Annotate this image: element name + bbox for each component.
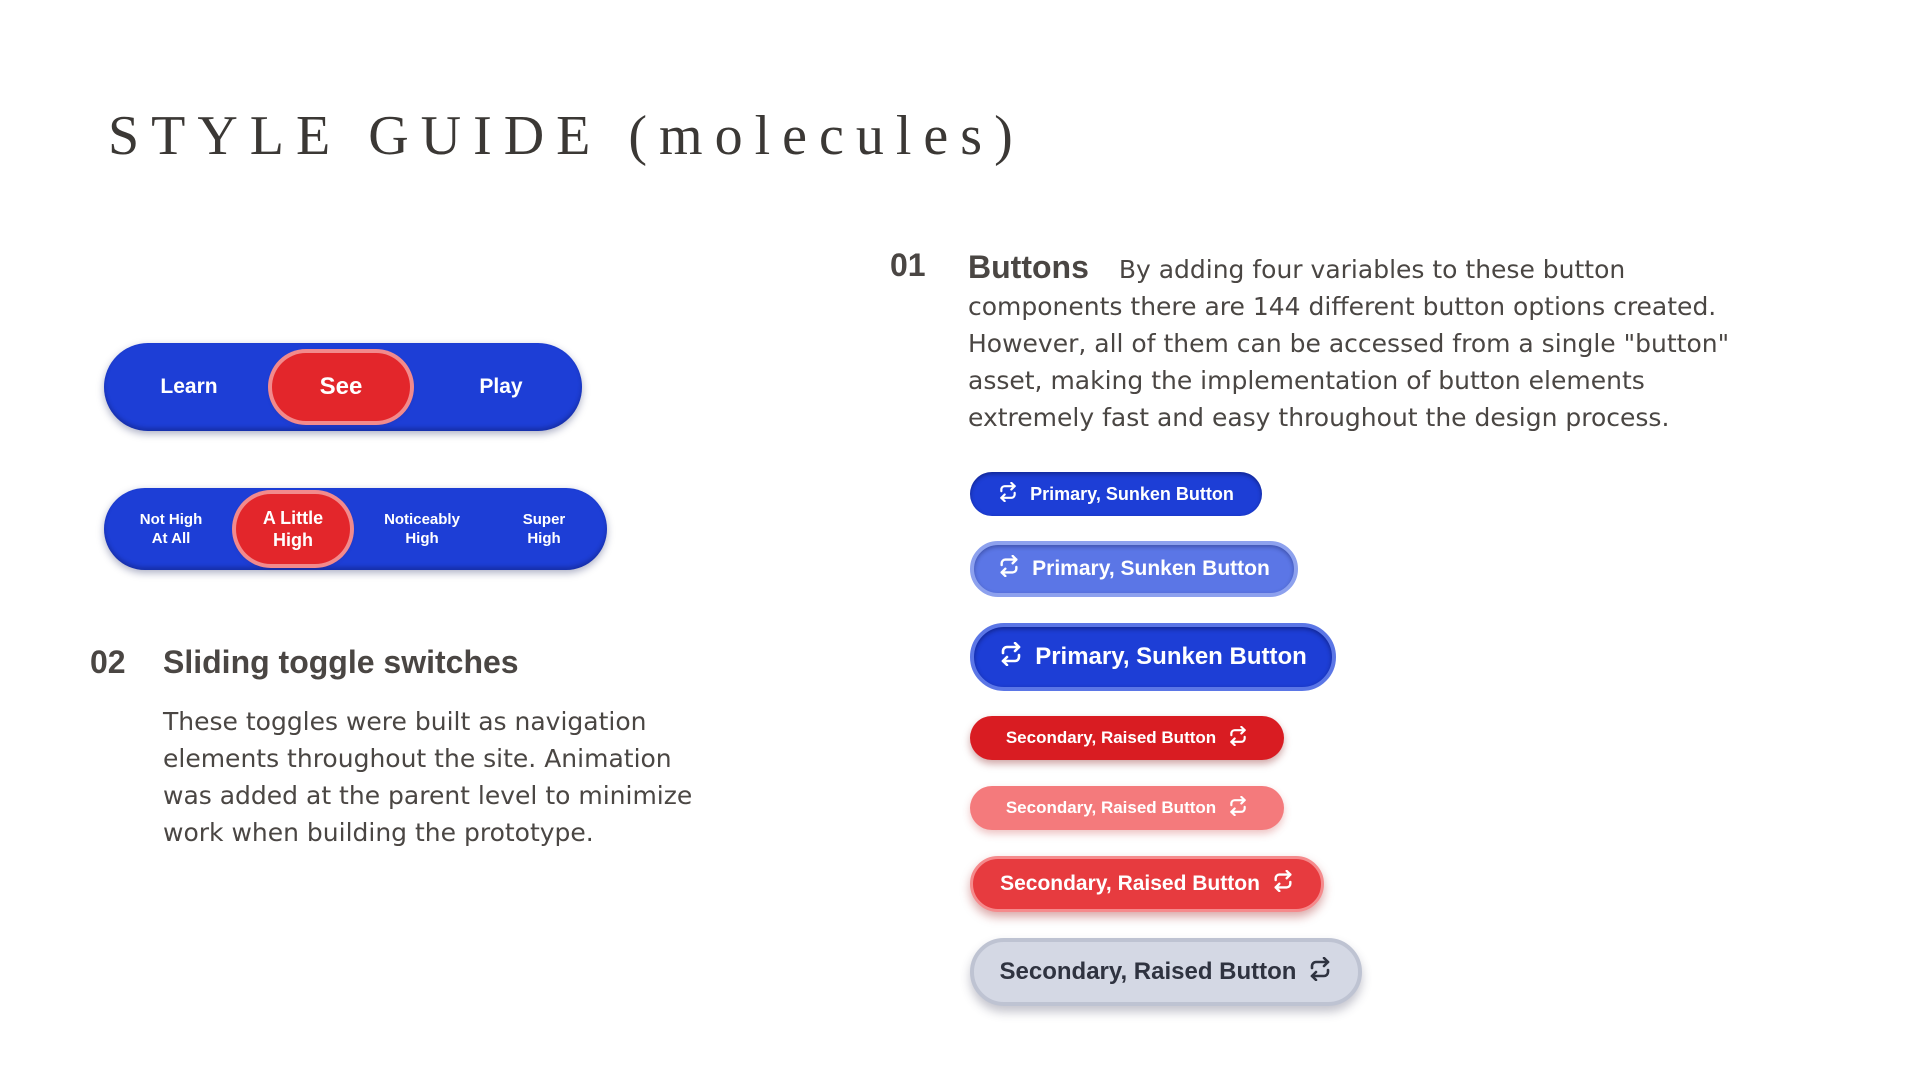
button-label: Primary, Sunken Button — [1035, 643, 1307, 670]
primary-sunken-button-small[interactable] — [970, 472, 1262, 516]
button-label: Primary, Sunken Button — [1032, 557, 1270, 580]
refresh-icon — [1228, 726, 1248, 751]
section-number-02: 02 — [90, 644, 126, 680]
refresh-icon — [1272, 870, 1294, 898]
refresh-icon — [1228, 796, 1248, 821]
primary-sunken-button-large[interactable] — [970, 623, 1336, 691]
secondary-raised-button-medium[interactable] — [970, 856, 1324, 912]
refresh-icon — [999, 642, 1023, 673]
toggle-option-learn[interactable]: Learn — [160, 375, 218, 398]
toggle-option-a-little-high[interactable]: A Little High — [236, 494, 350, 564]
refresh-icon — [998, 482, 1018, 507]
refresh-icon — [998, 555, 1020, 583]
buttons-section-text — [968, 249, 1768, 436]
toggle-option-not-high[interactable]: Not High At All — [139, 511, 203, 547]
secondary-raised-button-small[interactable] — [970, 716, 1284, 760]
toggle-switch-learn-see-play[interactable] — [104, 343, 582, 431]
section-title-buttons: Buttons — [968, 249, 1089, 285]
toggle-option-see[interactable]: See — [272, 353, 410, 421]
secondary-raised-button-disabled[interactable] — [970, 786, 1284, 830]
section-number-01: 01 — [890, 247, 926, 283]
button-label: Primary, Sunken Button — [1030, 483, 1234, 504]
toggle-option-super-high[interactable]: Super High — [522, 511, 566, 547]
toggle-option-noticeably-high[interactable]: Noticeably High — [384, 511, 460, 547]
toggle-option-play[interactable]: Play — [479, 375, 523, 398]
section-title-toggles: Sliding toggle switches — [163, 644, 519, 680]
button-label: Secondary, Raised Button — [1005, 798, 1217, 817]
button-label: Secondary, Raised Button — [1000, 872, 1260, 895]
button-label: Secondary, Raised Button — [999, 958, 1297, 985]
section-description-toggles: These toggles were built as navigation elements throughout the site. Animation was added at the parent level to minimize work when building the prototype. — [163, 707, 693, 847]
button-label: Secondary, Raised Button — [1005, 728, 1217, 747]
refresh-icon — [1308, 957, 1332, 988]
toggle-switch-high-levels[interactable] — [104, 488, 607, 570]
page-title: STYLE GUIDE (molecules) — [108, 105, 1025, 167]
secondary-raised-button-neutral[interactable] — [970, 938, 1362, 1006]
section-description-buttons: By adding four variables to these button components there are 144 different button options created. However, all of them can be accessed from a single "button" asset, making the implementation of button elements extremely fast and easy throughout the design process. — [968, 255, 1730, 432]
primary-sunken-button-disabled[interactable] — [970, 541, 1298, 597]
